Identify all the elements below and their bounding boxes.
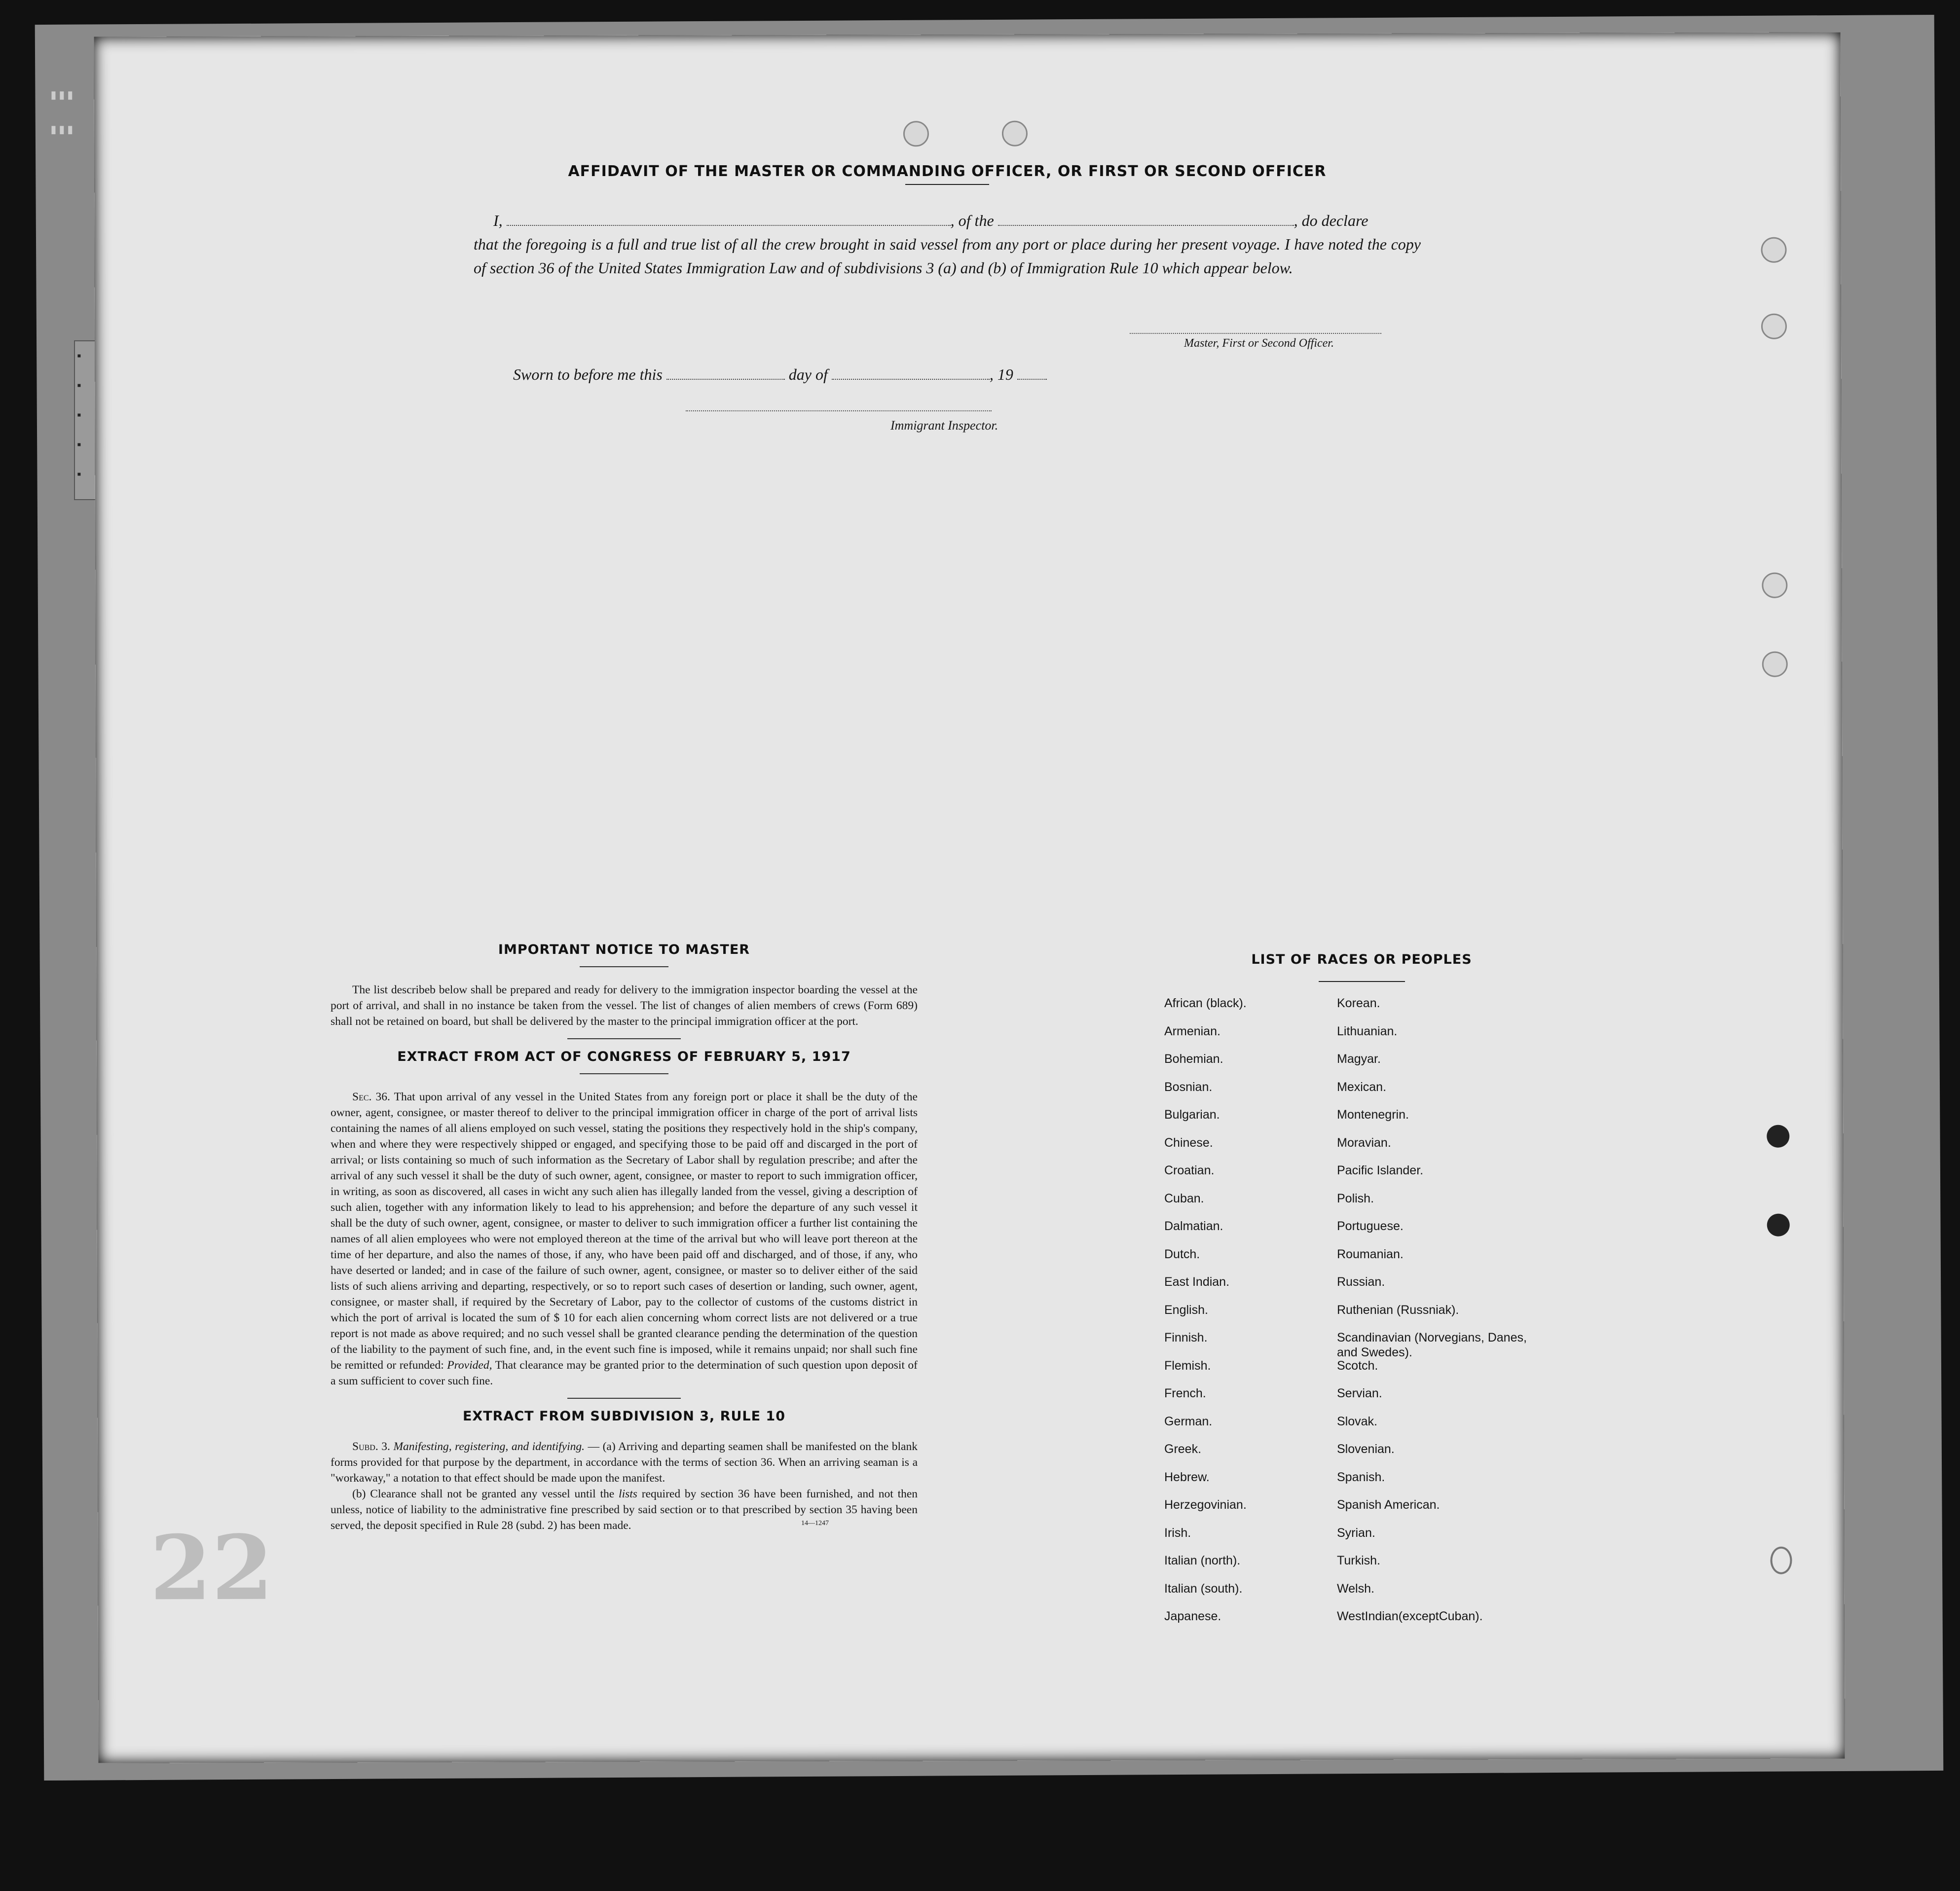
races-left-column (1164, 996, 1337, 1637)
race-item: Slovenian. (1337, 1442, 1395, 1456)
race-item: Armenian. (1164, 1024, 1220, 1038)
race-item: Montenegrin. (1337, 1108, 1409, 1122)
sec-label: Sec. 36. (352, 1091, 390, 1103)
item-b-paragraph (331, 1486, 918, 1533)
do-declare-label: , do declare (1294, 212, 1368, 229)
race-item: Bosnian. (1164, 1080, 1213, 1094)
race-item: Herzegovinian. (1164, 1498, 1247, 1512)
subd-label: Subd. 3. (352, 1440, 390, 1453)
race-item: Russian. (1337, 1275, 1385, 1289)
race-item: Polish. (1337, 1191, 1374, 1205)
race-item: Welsh. (1337, 1581, 1374, 1596)
race-item: Bohemian. (1164, 1052, 1223, 1066)
race-item: Finnish. (1164, 1331, 1208, 1345)
act-extract-heading: EXTRACT FROM ACT OF CONGRESS OF FEBRUARY 5, 1917 (397, 1049, 851, 1064)
race-item: English. (1164, 1303, 1208, 1317)
race-item: Dalmatian. (1164, 1219, 1223, 1233)
item-b-text: required by section 36 have been furnished, and not then unless, notice of liability to the administrative fine prescribed by said section or to that prescribed by section 35 having been served, the deposit specified in Rule 28 (subd. 2) has been made. (331, 1488, 918, 1532)
stamp-number: 22 (149, 1516, 274, 1621)
subd-title: Manifesting, registering, and identifying. (393, 1440, 585, 1453)
affidavit-text (474, 209, 1421, 280)
sworn-year-label: , 19 (989, 365, 1013, 383)
race-item: Syrian. (1337, 1526, 1375, 1540)
race-item: Lithuanian. (1337, 1024, 1398, 1038)
race-item: Magyar. (1337, 1052, 1381, 1066)
race-item: Spanish American. (1337, 1498, 1440, 1512)
race-item: Cuban. (1164, 1191, 1204, 1205)
race-item: Mexican. (1337, 1080, 1387, 1094)
year-blank[interactable] (1017, 365, 1047, 380)
race-item: Servian. (1337, 1386, 1382, 1400)
proviso-text: That clearance may be granted prior to the determination of such question upon deposit of a sum sufficient to cover such fine. (331, 1359, 918, 1387)
item-b-pre: Clearance shall not be granted any vessel until the (370, 1488, 615, 1500)
race-item: Portuguese. (1337, 1219, 1404, 1233)
master-signature-line[interactable] (1130, 333, 1381, 334)
sworn-line (513, 365, 1047, 384)
inspector-signature-line[interactable] (686, 410, 992, 411)
race-item: Spanish. (1337, 1470, 1385, 1484)
race-item: Greek. (1164, 1442, 1202, 1456)
race-item: Roumanian. (1337, 1247, 1404, 1261)
race-item: Hebrew. (1164, 1470, 1210, 1484)
form-number: 14—1247 (801, 1520, 829, 1527)
race-item: Moravian. (1337, 1135, 1391, 1150)
races-list (1164, 996, 1559, 1637)
item-b-lists: lists (619, 1488, 637, 1500)
of-the-label: , of the (950, 212, 994, 229)
act-extract-text (331, 1089, 918, 1389)
punch-hole (1767, 1125, 1789, 1148)
race-item: Bulgarian. (1164, 1108, 1220, 1122)
section-rule (567, 1038, 681, 1039)
race-item: Chinese. (1164, 1135, 1213, 1150)
punch-hole (1762, 652, 1788, 677)
affidavit-heading: AFFIDAVIT OF THE MASTER OR COMMANDING OFFICER, OR FIRST OR SECOND OFFICER (568, 163, 1327, 180)
race-item: Turkish. (1337, 1554, 1380, 1567)
race-item: East Indian. (1164, 1275, 1230, 1289)
edge-margin-marks: ▮▮▮ ▮▮▮ (49, 88, 74, 138)
race-item: Dutch. (1164, 1247, 1200, 1261)
affidavit-pronoun: I, (493, 212, 503, 229)
heading-rule (1319, 981, 1405, 982)
punch-hole (1761, 314, 1787, 339)
master-signature-caption: Master, First or Second Officer. (1184, 337, 1334, 350)
punch-hole (1767, 1214, 1790, 1236)
sworn-day-label: day of (788, 365, 828, 383)
vessel-blank[interactable] (998, 211, 1294, 226)
races-heading: LIST OF RACES OR PEOPLES (1251, 952, 1472, 967)
race-item: Italian (north). (1164, 1554, 1241, 1567)
race-item: Italian (south). (1164, 1581, 1243, 1596)
race-item: French. (1164, 1386, 1206, 1400)
item-a-text: Arriving and departing seamen shall be manifested on the blank forms provided for that purpose by the department, in accordance with the terms of section 36. When an arriving seaman is a "workaway," a notation to that effect should be made upon the manifest. (331, 1440, 918, 1485)
month-blank[interactable] (832, 365, 990, 380)
race-item: Irish. (1164, 1526, 1191, 1540)
heading-rule (580, 966, 668, 967)
heading-rule (905, 184, 989, 185)
affidavit-section (474, 163, 1421, 280)
inspector-caption: Immigrant Inspector. (890, 418, 998, 433)
punch-hole (1002, 121, 1028, 146)
race-item: Pacific Islander. (1337, 1164, 1424, 1177)
races-section (1164, 952, 1559, 1637)
race-item: WestIndian(exceptCuban). (1337, 1609, 1483, 1623)
race-item: Slovak. (1337, 1414, 1377, 1428)
subd-3-text (331, 1439, 918, 1486)
section-rule (567, 1398, 681, 1399)
notice-heading: IMPORTANT NOTICE TO MASTER (498, 942, 750, 957)
sec-36-text: That upon arrival of any vessel in the United States from any foreign port or place it shall be the duty of the owner, agent, consignee, or master thereof to deliver to the principal immigration officer in charge of the port of arrival lists containing the names of all aliens employed on such vessel, stating the positions they respectively hold in the ship's company, when and where they were respectively shipped or engaged, and specifying those to be paid off and discarged in the port of arrival; or lists containing so much of such information as the Secretary of Labor shall by regulation prescribe; and after the arrival of any such vessel it shall be the duty of such owner, agent, consignee, or master to report to such immigration officer, in writing, as soon as discovered, all cases in wicht any such alien has illegally landed from the vessel, giving a description of such alien, together with any information likely to lead to his apprehension; and before the departure of any such vessel it shall be the duty of such owner, agent, consignee, or master to deliver to such immigration officer a further list containing the names of all alien employees who were not employed thereon at the time of the arrival but who will leave port thereon at the time of her departure, and also the names of those, if any, who have been paid off and discharged, and of those, if any, who have deserted or landed; and in case of the failure of such owner, agent, consignee, or master so to deliver either of the said lists of such aliens arriving and departing, respectively, or so to report such cases of desertion or landing, such owner, agent, consignee, or master shall, if required by the Secretary of Labor, pay to the collector of customs of the customs district in which the port of arrival is located the sum of $ 10 for each alien concerning whom correct lists are not delivered or a true report is not made as above required; and no such vessel shall be granted clearance pending the determination of the question of the liability to the payment of such fine, and, in the event such fine is imposed, while it remains unpaid; nor shall such fine be remitted or refunded: (331, 1091, 918, 1372)
sworn-prefix: Sworn to before me this (513, 365, 663, 383)
race-item: African (black). (1164, 996, 1247, 1010)
affidavit-body: that the foregoing is a full and true list of all the crew brought in said vessel from any port or place during her present voyage. I have noted the copy of section 36 of the United States Immigration Law and of subdivisions 3 (a) and (b) of Immigration Rule 10 which appear below. (474, 235, 1421, 277)
name-blank[interactable] (507, 211, 951, 226)
race-item: German. (1164, 1414, 1213, 1428)
race-item: Korean. (1337, 996, 1380, 1010)
heading-rule (580, 1073, 668, 1074)
race-item: Scotch. (1337, 1358, 1378, 1373)
punch-hole (1762, 573, 1787, 598)
item-a-label: — (a) (588, 1440, 616, 1453)
race-item: Japanese. (1164, 1609, 1221, 1623)
punch-hole (1770, 1547, 1792, 1574)
race-item: Croatian. (1164, 1164, 1215, 1177)
race-item: Scandinavian (Norvegians, Danes, and Swedes). (1337, 1331, 1527, 1359)
proviso-label: Provided, (447, 1359, 492, 1372)
punch-hole (903, 121, 929, 146)
day-blank[interactable] (666, 365, 785, 380)
rule-extract-heading: EXTRACT FROM SUBDIVISION 3, RULE 10 (462, 1409, 786, 1424)
race-item: Ruthenian (Russniak). (1337, 1303, 1459, 1317)
notice-column (331, 942, 918, 1532)
punch-hole (1761, 237, 1786, 263)
races-right-column (1337, 996, 1544, 1637)
race-item: Flemish. (1164, 1358, 1211, 1373)
side-tab: ▪ ▪ ▪ ▪ ▪ (74, 340, 105, 500)
item-b-label: (b) (352, 1488, 366, 1500)
notice-text: The list describeb below shall be prepared and ready for delivery to the immigration inspector boarding the vessel at the port of arrival, and shall in no instance be taken from the vessel. The list of changes of alien members of crews (Form 689) shall not be retained on board, but shall be delivered by the master to the principal immigration officer at the port. (331, 983, 918, 1028)
